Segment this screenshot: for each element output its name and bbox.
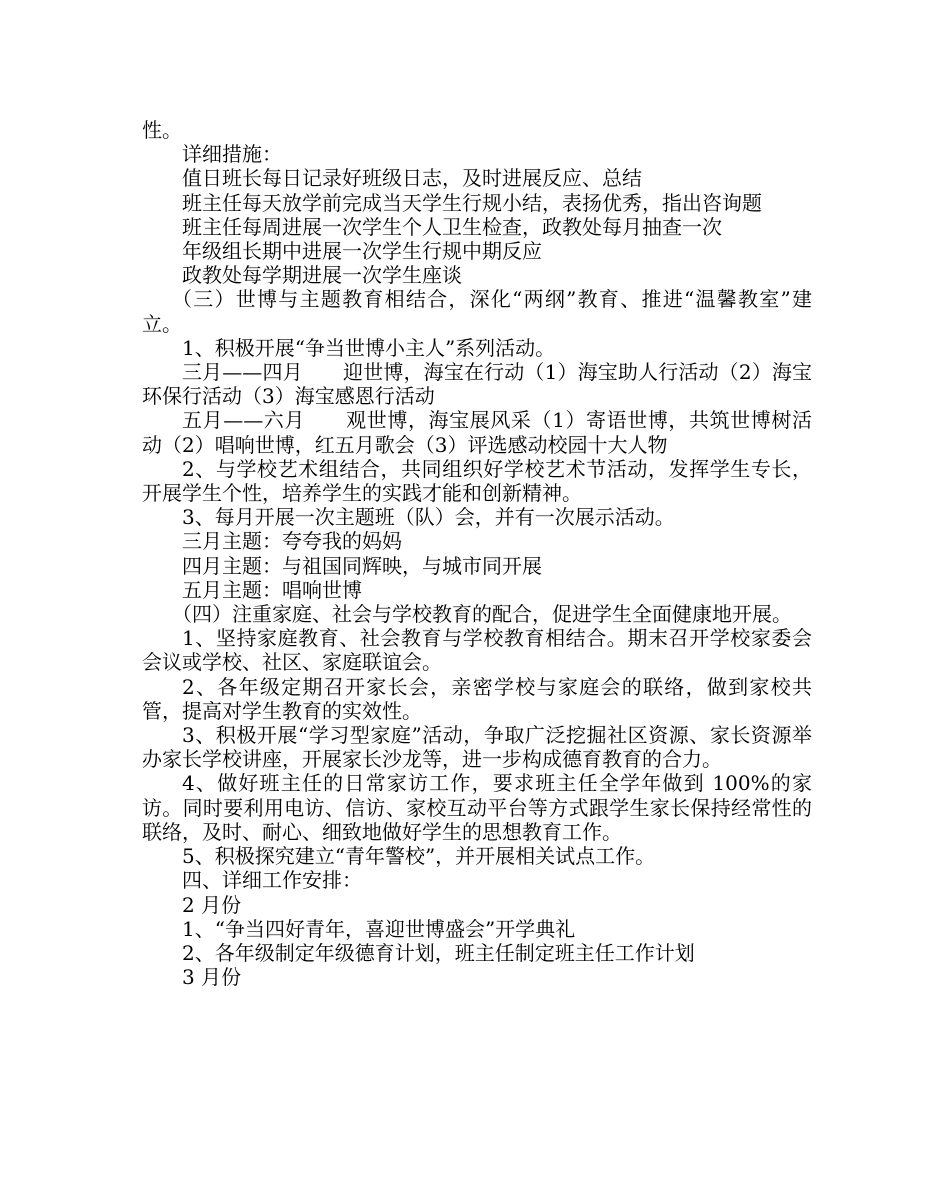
paragraph-measure: 值日班长每日记录好班级日志，及时进展反应、总结 [182, 166, 642, 191]
paragraph-item: 3、积极开展“学习型家庭”活动，争取广泛挖掘社区资源、家长资源举办家长学校讲座，开展家长沙龙等，进一步构成德育教育的合力。 [142, 723, 812, 772]
paragraph-theme: 四月主题：与祖国同辉映，与城市同开展 [182, 553, 542, 578]
paragraph-item: 1、坚持家庭教育、社会教育与学校教育相结合。期末召开学校家委会会议或学校、社区、家庭联谊会。 [142, 626, 812, 675]
paragraph-theme: 三月主题：夸夸我的妈妈 [182, 529, 402, 554]
paragraph-item: 2、各年级制定年级德育计划，班主任制定班主任工作计划 [182, 940, 695, 965]
paragraph-item: 2、与学校艺术组结合，共同组织好学校艺术节活动，发挥学生专长，开展学生个性，培养学生的实践才能和创新精神。 [142, 456, 812, 506]
paragraph-item: 2、各年级定期召开家长会，亲密学校与家庭会的联络，做到家校共管，提高对学生教育的实效性。 [142, 674, 812, 723]
paragraph-item: 3、每月开展一次主题班（队）会，并有一次展示活动。 [182, 505, 675, 530]
paragraph-measures-heading: 详细措施： [182, 142, 282, 167]
paragraph-measure: 班主任每周进展一次学生个人卫生检查，政教处每月抽查一次 [182, 214, 722, 239]
paragraph-item: 1、积极开展“争当世博小主人”系列活动。 [182, 335, 556, 360]
section-heading-3: （三）世博与主题教育相结合，深化“两纲”教育、推进“温馨教室”建立。 [142, 287, 812, 336]
month-heading: 2 月份 [182, 892, 242, 917]
paragraph-continuation: 性。 [142, 118, 182, 142]
paragraph-measure: 年级组长期中进展一次学生行规中期反应 [182, 239, 542, 264]
paragraph-schedule: 三月——四月 迎世博，海宝在行动（1）海宝助人行活动（2）海宝环保行活动（3）海宝感恩行活动 [142, 360, 812, 409]
paragraph-measure: 政教处每学期进展一次学生座谈 [182, 263, 462, 288]
paragraph-measure: 班主任每天放学前完成当天学生行规小结，表扬优秀，指出咨询题 [182, 190, 762, 215]
document-body [142, 118, 812, 989]
paragraph-item: 5、积极探究建立“青年警校”，并开展相关试点工作。 [182, 844, 656, 869]
paragraph-item: 4、做好班主任的日常家访工作，要求班主任全学年做到 100%的家访。同时要利用电访、信访、家校互动平台等方式跟学生家长保持经常性的联络，及时、耐心、细致地做好学生的思想教育工作。 [142, 771, 812, 844]
paragraph-schedule: 五月——六月 观世博，海宝展风采（1）寄语世博，共筑世博树活动（2）唱响世博，红五月歌会（3）评选感动校园十大人物 [142, 408, 812, 457]
paragraph-theme: 五月主题：唱响世博 [182, 577, 362, 602]
section-heading-4: （四）注重家庭、社会与学校教育的配合，促进学生全面健康地开展。 [172, 602, 792, 627]
section-heading-work-schedule: 四、详细工作安排： [182, 868, 362, 893]
paragraph-item: 1、“争当四好青年，喜迎世博盛会”开学典礼 [182, 916, 576, 941]
month-heading: 3 月份 [182, 965, 242, 990]
